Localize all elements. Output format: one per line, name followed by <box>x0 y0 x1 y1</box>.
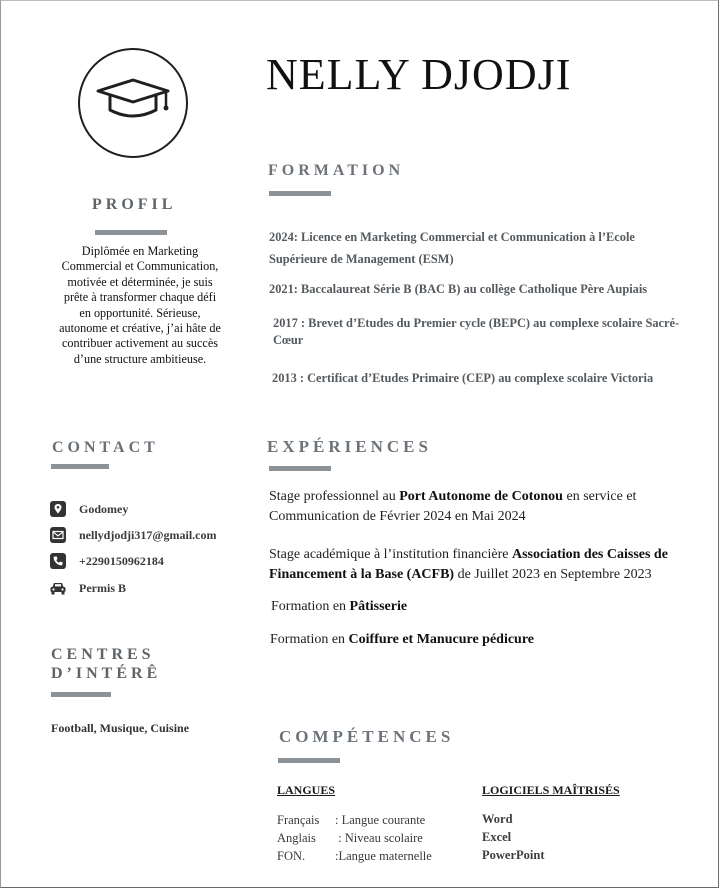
contact-item-license <box>49 578 126 598</box>
experience-item <box>269 487 689 527</box>
contact-license: Permis B <box>79 580 126 595</box>
experience-text: Formation en <box>270 632 349 647</box>
language-level: : Langue courante <box>335 813 426 827</box>
formation-heading: FORMATION <box>268 162 405 179</box>
experience-org: Coiffure et Manucure pédicure <box>348 632 535 647</box>
avatar <box>78 48 188 158</box>
experience-text: en service et Communication de Février 2024 en Mai 2024 <box>269 489 637 524</box>
centres-heading-line2: D’INTÉRÊ <box>51 665 162 682</box>
centres-divider <box>51 692 111 697</box>
language-name: FON. <box>277 849 306 863</box>
logiciels-heading: LOGICIELS MAÎTRISÉS <box>482 783 620 797</box>
language-level: :Langue maternelle <box>335 849 432 863</box>
experience-item <box>269 545 694 585</box>
language-name: Français <box>277 813 320 827</box>
contact-location: Godomey <box>79 501 129 516</box>
profil-heading: PROFIL <box>92 196 177 213</box>
profil-divider <box>95 230 167 235</box>
contact-phone[interactable]: +2290150962184 <box>79 553 164 568</box>
experience-item <box>271 597 407 617</box>
language-row <box>277 849 432 864</box>
language-level: : Niveau scolaire <box>335 831 423 845</box>
formation-item: 2017 : Brevet d’Etudes du Premier cycle (BEPC) au complexe scolaire Sacré-Cœur <box>273 316 680 347</box>
car-icon <box>49 579 67 597</box>
formation-item: 2024: Licence en Marketing Commercial et Communication à l’Ecole Supérieure de Management (ESM) <box>269 230 635 266</box>
experience-text: Stage professionnel au <box>269 489 400 504</box>
profil-text: Diplômée en Marketing Commercial et Communication, motivée et déterminée, je suis prête à transformer chaque défi en opportunité. Sérieuse, autonome et créative, j’ai hâte de contribuer activement au succès d’une structure ambitieuse. <box>59 244 221 366</box>
formation-divider <box>269 191 331 196</box>
experience-text: Formation en <box>271 599 350 614</box>
competences-divider <box>278 758 340 763</box>
contact-heading: CONTACT <box>52 439 159 456</box>
experience-text: de Juillet 2023 en Septembre 2023 <box>454 567 652 582</box>
experience-org: Association des Caisses de Financement à la Base (ACFB) <box>269 547 668 582</box>
language-name: Anglais <box>277 831 316 845</box>
software-item: Word <box>482 812 513 826</box>
centres-heading-line1: CENTRES <box>51 646 155 663</box>
software-item: PowerPoint <box>482 848 545 862</box>
experiences-heading: EXPÉRIENCES <box>267 437 432 456</box>
centres-text: Football, Musique, Cuisine <box>51 721 190 735</box>
contact-item-location <box>49 499 128 519</box>
experience-text: Stage académique à l’institution financière <box>269 547 512 562</box>
experience-org: Port Autonome de Cotonou <box>399 489 563 504</box>
phone-icon <box>49 552 67 570</box>
contact-item-phone <box>49 551 164 571</box>
experiences-divider <box>269 466 331 471</box>
competences-heading: COMPÉTENCES <box>279 727 455 746</box>
contact-divider <box>51 464 109 469</box>
centres-heading <box>51 645 161 683</box>
language-row <box>277 813 425 828</box>
email-icon <box>49 526 67 544</box>
location-pin-icon <box>49 500 67 518</box>
experience-org: Pâtisserie <box>349 599 408 614</box>
contact-email[interactable]: nellydjodji317@gmail.com <box>79 527 217 542</box>
software-item: Excel <box>482 830 512 844</box>
formation-item: 2013 : Certificat d’Etudes Primaire (CEP) au complexe scolaire Victoria <box>272 371 654 385</box>
formation-item: 2021: Baccalaureat Série B (BAC B) au collège Catholique Père Aupiais <box>269 282 648 296</box>
langues-heading: LANGUES <box>277 783 336 797</box>
experience-item <box>270 630 534 650</box>
language-row <box>277 831 423 846</box>
contact-item-email <box>49 525 217 545</box>
full-name: NELLY DJODJI <box>266 50 572 99</box>
graduation-cap-icon <box>94 76 172 126</box>
